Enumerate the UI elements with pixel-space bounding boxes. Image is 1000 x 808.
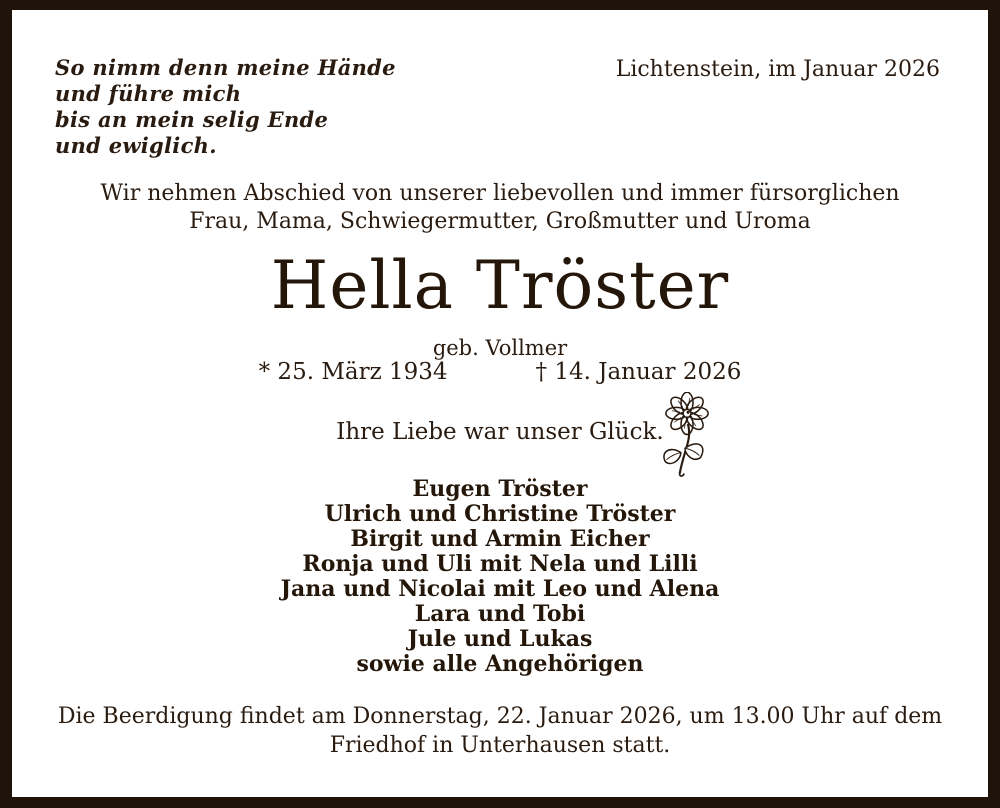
poem-line: und ewiglich. (55, 133, 217, 158)
flower-icon (652, 392, 720, 480)
poem-line: bis an mein selig Ende (55, 107, 329, 132)
funeral-info (12, 702, 988, 760)
intro-text (12, 180, 988, 236)
poem-verse (55, 55, 396, 159)
mourner-line: Lara und Tobi (414, 601, 586, 627)
funeral-line: Die Beerdigung findet am Donnerstag, 22. Januar 2026, um 13.00 Uhr auf dem (57, 704, 943, 729)
epitaph-text: Ihre Liebe war unser Glück. (336, 419, 664, 445)
mourner-line: Birgit und Armin Eicher (350, 526, 650, 552)
death-date: † 14. Januar 2026 (535, 359, 742, 385)
poem-line: So nimm denn meine Hände (55, 55, 396, 80)
intro-line: Wir nehmen Abschied von unserer liebevollen und immer fürsorglichen (100, 181, 900, 206)
funeral-line: Friedhof in Unterhausen statt. (329, 733, 671, 758)
birth-date: * 25. März 1934 (258, 359, 448, 385)
poem-line: und führe mich (55, 81, 242, 106)
mourner-line: Ronja und Uli mit Nela und Lilli (302, 551, 698, 577)
maiden-name: geb. Vollmer (432, 336, 568, 360)
intro-line: Frau, Mama, Schwiegermutter, Großmutter und Uroma (189, 209, 811, 234)
mourner-line: Ulrich und Christine Tröster (324, 501, 676, 527)
place-dateline: Lichtenstein, im Januar 2026 (615, 57, 940, 82)
mourner-line: sowie alle Angehörigen (356, 651, 644, 677)
life-dates (12, 359, 988, 385)
mourner-line: Jana und Nicolai mit Leo und Alena (280, 576, 720, 602)
deceased-name: Hella Tröster (270, 247, 730, 324)
mourner-line: Jule und Lukas (407, 626, 593, 652)
mourners-list (12, 477, 988, 677)
mourner-line: Eugen Tröster (412, 476, 588, 502)
